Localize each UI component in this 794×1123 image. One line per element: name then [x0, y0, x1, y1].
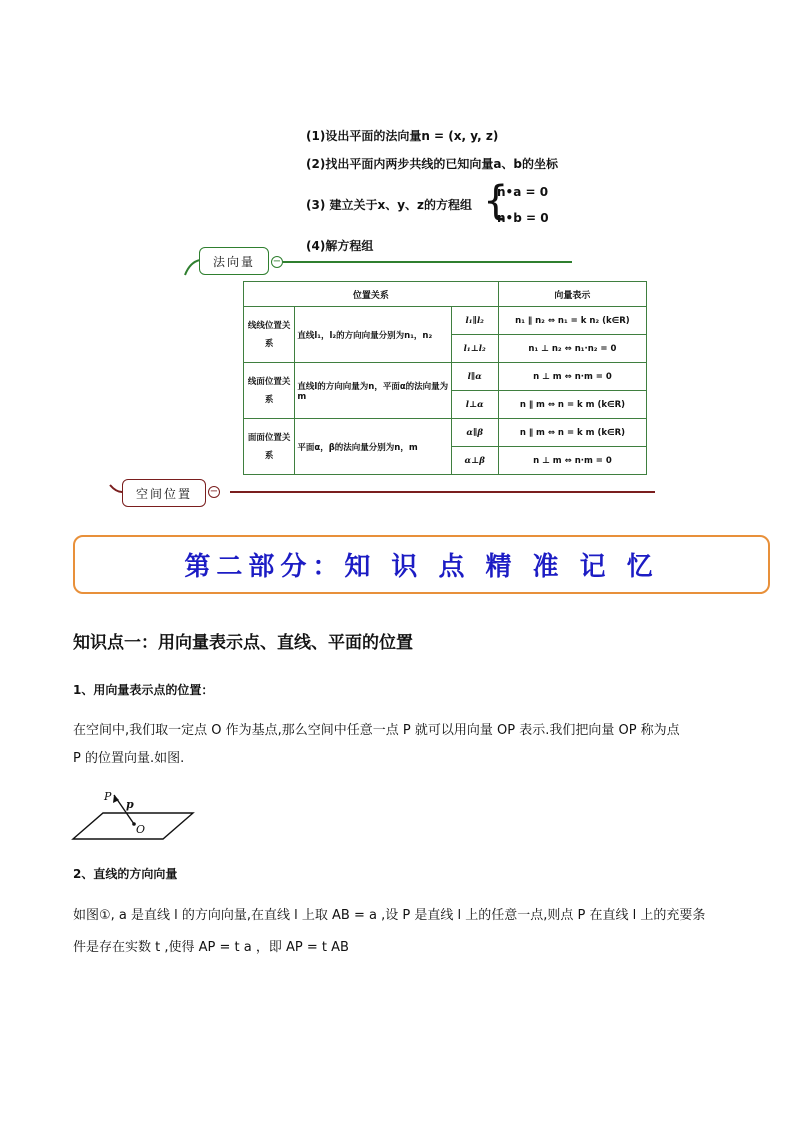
- category-line-line: 线线位置关系: [244, 307, 295, 363]
- step-3-label: (3) 建立关于x、y、z的方程组: [306, 198, 473, 212]
- step-3-eq1: n•a = 0: [497, 185, 549, 199]
- paragraph-1-cont: P 的位置向量.如图.: [73, 751, 185, 766]
- node-normal-vector[interactable]: 法向量: [199, 247, 269, 275]
- equation-brace: {: [483, 178, 509, 224]
- relation-cell: l₁⊥l₂: [451, 335, 498, 363]
- step-1: (1)设出平面的法向量n = (x, y, z): [306, 129, 499, 143]
- vector-cell: n ⊥ m ⇔ n·m = 0: [498, 363, 646, 391]
- relation-cell: α∥β: [451, 419, 498, 447]
- fig-label-O: O: [136, 823, 146, 836]
- category-plane-plane: 面面位置关系: [244, 419, 295, 475]
- desc-line-plane: 直线l的方向向量为n，平面α的法向量为m: [295, 363, 451, 419]
- relation-cell: l⊥α: [451, 391, 498, 419]
- vector-cell: n ⊥ m ⇔ n·m = 0: [498, 447, 646, 475]
- step-4: (4)解方程组: [306, 239, 374, 253]
- collapse-position-icon[interactable]: −: [209, 486, 219, 497]
- relation-cell: l₁∥l₂: [451, 307, 498, 335]
- paragraph-2-cont: 件是存在实数 t ,使得 AP = t a ，即 AP = t AB: [73, 940, 349, 955]
- vector-cell: n₁ ⊥ n₂ ⇔ n₁·n₂ = 0: [498, 335, 646, 363]
- vector-cell: n ∥ m ⇔ n = k m (k∈R): [498, 391, 646, 419]
- subsection-1-title: 1、用向量表示点的位置：: [73, 683, 214, 697]
- desc-plane-plane: 平面α，β的法向量分别为n，m: [295, 419, 451, 475]
- position-relation-table: [243, 281, 647, 475]
- category-line-plane: 线面位置关系: [244, 363, 295, 419]
- position-vector-figure: [70, 788, 200, 844]
- paragraph-1: 在空间中,我们取一定点 O 作为基点,那么空间中任意一点 P 就可以用向量 OP 表示.我们把向量 OP 称为点: [73, 723, 680, 738]
- header-vector: 向量表示: [498, 282, 646, 307]
- step-2: (2)找出平面内两步共线的已知向量a、b的坐标: [306, 157, 559, 171]
- subsection-2-title: 2、直线的方向向量: [73, 867, 178, 881]
- vector-cell: n₁ ∥ n₂ ⇔ n₁ = k n₂ (k∈R): [498, 307, 646, 335]
- desc-line-line: 直线l₁，l₂的方向向量分别为n₁，n₂: [295, 307, 451, 363]
- collapse-normal-icon[interactable]: −: [272, 256, 282, 267]
- fig-label-p: p: [126, 798, 134, 811]
- relation-cell: l∥α: [451, 363, 498, 391]
- node-spatial-position[interactable]: 空间位置: [122, 479, 206, 507]
- header-relation: 位置关系: [244, 282, 499, 307]
- relation-cell: α⊥β: [451, 447, 498, 475]
- step-3-eq2: n•b = 0: [497, 211, 549, 225]
- section-banner: 第二部分：知 识 点 精 准 记 忆: [73, 535, 770, 594]
- paragraph-2: 如图①, a 是直线 l 的方向向量,在直线 l 上取 AB = a ,设 P 是直线 l 上的任意一点,则点 P 在直线 l 上的充要条: [73, 908, 706, 923]
- vector-cell: n ∥ m ⇔ n = k m (k∈R): [498, 419, 646, 447]
- fig-label-P: P: [104, 790, 112, 803]
- knowledge-point-title: 知识点一：用向量表示点、直线、平面的位置: [73, 633, 413, 653]
